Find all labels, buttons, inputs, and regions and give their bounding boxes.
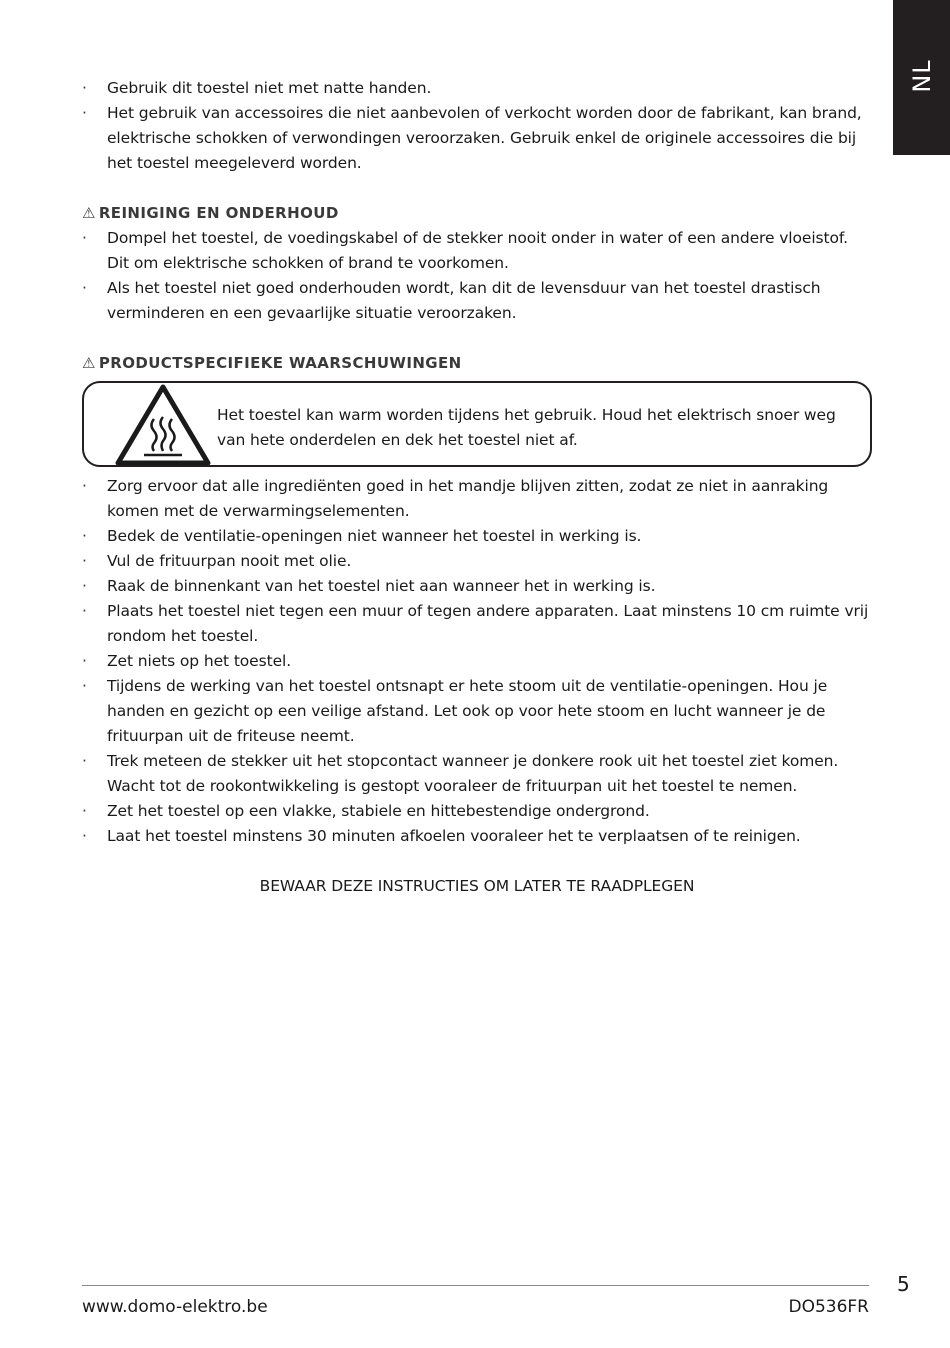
- list-item: · Trek meteen de stekker uit het stopcontact wanneer je donkere rook uit het toestel ziet komen. Wacht tot de rookontwikkeling is gestopt vooraleer de frituurpan uit het toestel te nemen.: [82, 749, 872, 799]
- footer-model-number: DO536FR: [788, 1297, 869, 1317]
- list-item: · Bedek de ventilatie-openingen niet wanneer het toestel in werking is.: [82, 524, 872, 549]
- save-instructions-note: BEWAAR DEZE INSTRUCTIES OM LATER TE RAADPLEGEN: [259, 877, 695, 895]
- section-heading-cleaning: [82, 201, 872, 226]
- list-item: · Het gebruik van accessoires die niet aanbevolen of verkocht worden door de fabrikant, kan brand, elektrische schokken of verwondingen veroorzaken. Gebruik enkel de originele accessoires die bij het toestel meegeleverd worden.: [82, 101, 872, 176]
- section-heading-warnings: [82, 351, 872, 376]
- list-item: · Als het toestel niet goed onderhouden wordt, kan dit de levensduur van het toestel drastisch verminderen en een gevaarlijke situatie veroorzaken.: [82, 276, 872, 326]
- list-item: · Raak de binnenkant van het toestel niet aan wanneer het in werking is.: [82, 574, 872, 599]
- warning-triangle-icon: ⚠: [82, 354, 96, 372]
- list-item: · Vul de frituurpan nooit met olie.: [82, 549, 872, 574]
- warnings-list: [82, 474, 872, 849]
- page-number: 5: [897, 1272, 910, 1296]
- list-item: · Zorg ervoor dat alle ingrediënten goed in het mandje blijven zitten, zodat ze niet in aanraking komen met de verwarmingselementen.: [82, 474, 872, 524]
- list-item: · Zet niets op het toestel.: [82, 649, 872, 674]
- language-label: NL: [907, 59, 936, 93]
- intro-list: [82, 76, 872, 176]
- section-title: PRODUCTSPECIFIEKE WAARSCHUWINGEN: [98, 354, 462, 372]
- list-item: · Dompel het toestel, de voedingskabel of de stekker nooit onder in water of een andere vloeistof. Dit om elektrische schokken of brand te voorkomen.: [82, 226, 872, 276]
- footer-divider: [82, 1285, 869, 1286]
- list-item: · Plaats het toestel niet tegen een muur of tegen andere apparaten. Laat minstens 10 cm ruimte vrij rondom het toestel.: [82, 599, 872, 649]
- warning-triangle-icon: ⚠: [82, 204, 96, 222]
- list-item: · Gebruik dit toestel niet met natte handen.: [82, 76, 872, 101]
- hot-surface-warning-box: [82, 381, 872, 467]
- page-content: [82, 76, 872, 899]
- hot-surface-warning-icon: [114, 383, 212, 467]
- list-item: · Laat het toestel minstens 30 minuten afkoelen vooraleer het te verplaatsen of te reinigen.: [82, 824, 872, 849]
- language-tab: [893, 0, 950, 155]
- hot-surface-warning-text: Het toestel kan warm worden tijdens het gebruik. Houd het elektrisch snoer weg van hete onderdelen en dek het toestel niet af.: [217, 406, 836, 449]
- footer-website: www.domo-elektro.be: [82, 1297, 268, 1317]
- cleaning-list: [82, 226, 872, 326]
- list-item: · Tijdens de werking van het toestel ontsnapt er hete stoom uit de ventilatie-openingen. Hou je handen en gezicht op een veilige afstand. Let ook op voor hete stoom en lucht wanneer je de frituurpan uit de friteuse neemt.: [82, 674, 872, 749]
- section-title: REINIGING EN ONDERHOUD: [98, 204, 339, 222]
- list-item: · Zet het toestel op een vlakke, stabiele en hittebestendige ondergrond.: [82, 799, 872, 824]
